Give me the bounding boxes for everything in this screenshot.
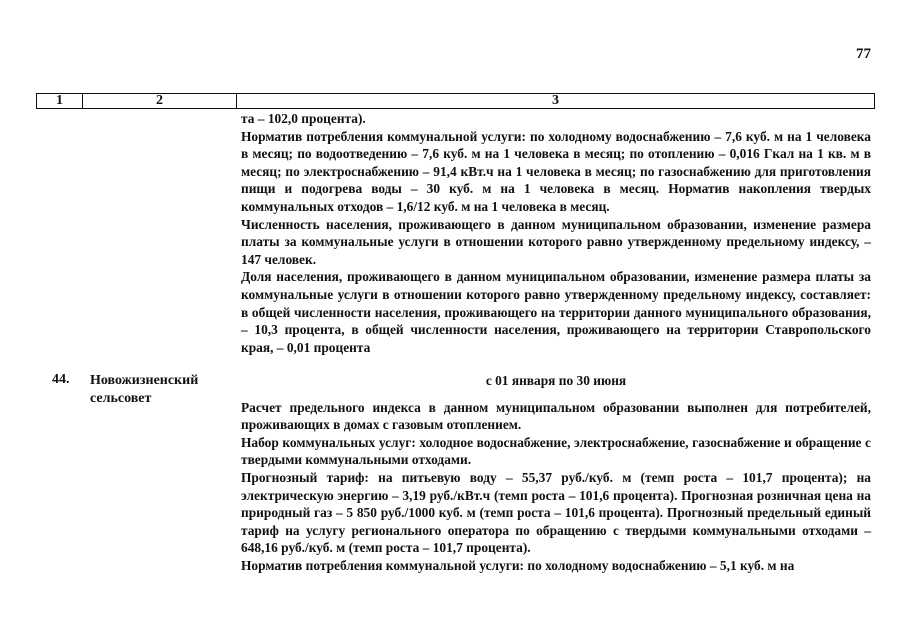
entry-number: 44. xyxy=(52,372,70,387)
header-col-3: 3 xyxy=(237,94,875,109)
entry-period: с 01 января по 30 июня xyxy=(485,373,627,388)
continuation-paragraph: та – 102,0 процента). xyxy=(241,111,366,126)
continuation-paragraph: Доля населения, проживающего в данном муниципальном образовании, изменение размера платы за коммунальные услуги в отношении которого равно утвержденному предельному индексу, составляет: в общей численности населения, проживающего на территории данного муниципального образования, – 10,3 процента, в общей численности населения, проживающего на территории Ставропольского края, – 0,01 процента xyxy=(241,269,871,355)
entry-paragraph: Расчет предельного индекса в данном муниципальном образовании выполнен для потребителей, проживающих в домах с газовым отоплением. xyxy=(241,399,871,433)
entry-name: Новожизненский сельсовет xyxy=(90,373,199,406)
continuation-block xyxy=(241,110,871,356)
continuation-paragraph: Численность населения, проживающего в данном муниципальном образовании, изменение размера платы за коммунальные услуги в отношении которого равно утвержденному предельному индексу, – 147 человек. xyxy=(241,216,871,267)
entry-paragraph: Набор коммунальных услуг: холодное водоснабжение, электроснабжение, газоснабжение и обращение с твердыми коммунальными отходами. xyxy=(241,434,871,468)
entry-body xyxy=(241,372,871,575)
page-number: 77 xyxy=(856,46,871,62)
entry-paragraph: Норматив потребления коммунальной услуги: по холодному водоснабжению – 5,1 куб. м на xyxy=(241,557,795,573)
continuation-paragraph: Норматив потребления коммунальной услуги: по холодному водоснабжению – 7,6 куб. м на 1 человека в месяц; по водоотведению – 7,6 куб. м на 1 человека в месяц; по отоплению – 0,016 Гкал на 1 кв. м в месяц; по электроснабжению – 91,4 кВт.ч на 1 человека в месяц; по газоснабжению для приготовления пищи и подогрева воды – 30 куб. м на 1 человека в месяц. Норматив накопления твердых коммунальных отходов – 1,6/12 куб. м на 1 человека в месяц. xyxy=(241,128,871,214)
column-header-table xyxy=(36,93,875,109)
header-col-1: 1 xyxy=(37,94,83,109)
header-row xyxy=(37,94,875,109)
header-col-2: 2 xyxy=(83,94,237,109)
entry-paragraph: Прогнозный тариф: на питьевую воду – 55,37 руб./куб. м (темп роста – 101,7 процента); на электрическую энергию – 3,19 руб./кВт.ч (темп роста – 101,6 процента). Прогнозная розничная цена на природный газ – 5 850 руб./1000 куб. м (темп роста – 101,6 процента). Прогнозный предельный единый тариф на услугу регионального оператора по обращению с твердыми коммунальными отходами – 648,16 руб./куб. м (темп роста – 101,7 процента). xyxy=(241,469,871,556)
